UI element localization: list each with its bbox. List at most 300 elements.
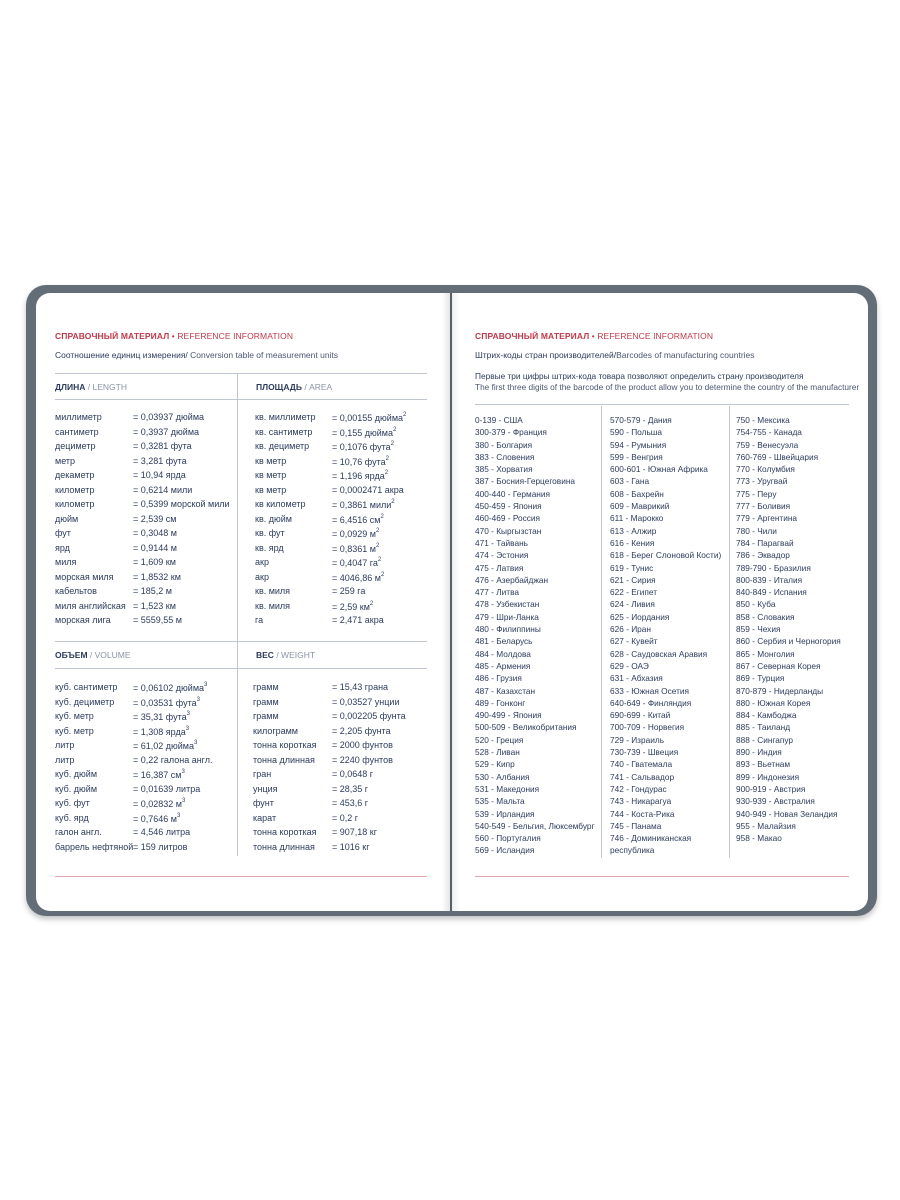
unit-value	[133, 842, 187, 852]
unit-name: миля английская	[55, 600, 126, 611]
barcode-entry: 800-839 - Италия	[736, 574, 803, 585]
unit-value-text: = 15,43 грана	[332, 682, 389, 692]
barcode-entry: 486 - Грузия	[475, 673, 522, 684]
unit-name: куб. дюйм	[55, 783, 98, 794]
unit-value	[332, 456, 389, 467]
barcode-entry: 631 - Абхазия	[610, 673, 663, 684]
unit-value-text: = 0,06102 дюйма	[133, 683, 205, 693]
barcode-entry: 600-601 - Южная Африка	[610, 464, 708, 475]
unit-name: грамм	[253, 682, 279, 692]
unit-exponent: 2	[375, 528, 380, 534]
barcode-entry: 387 - Босния-Герцеговина	[475, 476, 576, 487]
barcode-entry: 528 - Ливан	[475, 747, 520, 758]
unit-value	[133, 711, 190, 722]
barcode-entry: 625 - Иордания	[610, 611, 670, 622]
unit-name: кв. дюйм	[255, 513, 292, 524]
barcode-entry: 471 - Тайвань	[475, 537, 528, 548]
unit-value	[332, 572, 384, 583]
unit-value	[332, 798, 368, 808]
unit-value	[133, 798, 185, 809]
unit-value-text: = 1,196 ярда	[332, 471, 385, 481]
barcode-entry: 770 - Колумбия	[736, 464, 795, 475]
unit-value-text: = 35,31 фута	[133, 712, 187, 722]
unit-value	[133, 740, 197, 751]
unit-name: миллиметр	[55, 412, 102, 422]
unit-value	[133, 572, 181, 582]
barcode-entry: 470 - Кыргызстан	[475, 525, 542, 536]
unit-value-text: = 10,94 ярда	[133, 470, 186, 480]
unit-value-text: = 0,3937 дюйма	[133, 426, 200, 437]
barcode-entry: 613 - Алжир	[610, 525, 657, 536]
barcode-entry: 599 - Венгрия	[610, 451, 663, 462]
unit-value-text: = 0,4047 га	[332, 558, 378, 568]
left-page-header	[55, 331, 293, 341]
barcode-entry: 760-769 - Швейцария	[736, 451, 819, 462]
unit-value	[133, 485, 192, 495]
barcode-entry: 450-459 - Япония	[475, 501, 542, 512]
unit-name: кв. миля	[255, 586, 291, 596]
unit-name: дюйм	[55, 513, 79, 524]
unit-value-text: = 4046,86 м	[332, 572, 381, 583]
unit-value	[332, 427, 396, 438]
unit-name: куб. метр	[55, 725, 94, 736]
unit-exponent: 2	[390, 441, 394, 447]
unit-name: галон англ.	[55, 827, 102, 837]
unit-value-text: = 0,01639 литра	[133, 783, 201, 794]
barcode-entry: 531 - Македония	[475, 783, 540, 794]
barcode-entry: 743 - Никарагуа	[610, 796, 672, 807]
unit-exponent: 2	[384, 470, 389, 476]
barcode-entry: 633 - Южная Осетия	[610, 685, 690, 696]
unit-name: акр	[255, 571, 269, 582]
weight-section-title: ВЕС / WEIGHT	[256, 650, 316, 660]
barcode-entry: 608 - Бахрейн	[610, 488, 664, 499]
unit-exponent: 2	[391, 499, 395, 505]
unit-value	[332, 842, 370, 852]
unit-value-text: = 2,471 акра	[332, 615, 384, 625]
barcode-entry: 480 - Филиппины	[475, 624, 541, 635]
barcode-entry: 300-379 - Франция	[475, 427, 547, 438]
unit-value-text: = 16,387 см	[133, 770, 182, 780]
barcode-entry: 745 - Панама	[610, 820, 662, 831]
barcode-entry: 865 - Монголия	[736, 648, 795, 659]
barcode-entry: 869 - Турция	[736, 673, 785, 684]
barcode-entry: 380 - Болгария	[475, 439, 533, 450]
unit-value-text: = 1,609 км	[133, 557, 176, 567]
unit-value-text: = 259 га	[332, 586, 366, 596]
unit-value-text: = 0,8361 м	[332, 543, 376, 554]
barcode-entry: 476 - Азербайджан	[475, 574, 549, 585]
barcode-entry: 627 - Кувейт	[610, 636, 658, 647]
unit-name: баррель нефтяной	[55, 841, 134, 852]
unit-value	[133, 470, 186, 480]
unit-value-text: = 2,59 км	[332, 601, 370, 612]
barcode-entry: 479 - Шри-Ланка	[475, 611, 539, 622]
unit-value-text: = 0,22 галона англ.	[133, 754, 213, 765]
unit-exponent: 2	[393, 426, 397, 433]
unit-value-text: = 0,155 дюйма	[332, 427, 394, 438]
barcode-entry: республика	[610, 845, 655, 856]
unit-value	[133, 412, 204, 422]
unit-value	[332, 711, 406, 721]
unit-value-text: = 1,8532 км	[133, 571, 181, 582]
barcode-entry: 930-939 - Австралия	[736, 796, 815, 807]
header-dot: •	[171, 331, 175, 341]
unit-value-text: = 0,3281 фута	[133, 441, 192, 451]
barcode-entry: 955 - Малайзия	[736, 820, 796, 831]
barcode-entry: 890 - Индия	[736, 747, 782, 758]
barcode-entry: 628 - Саудовская Аравия	[610, 648, 708, 659]
barcode-entry: 621 - Сирия	[610, 574, 656, 585]
unit-value	[332, 601, 373, 612]
unit-value	[332, 586, 365, 596]
barcode-column-1	[475, 414, 595, 857]
barcode-entry: 840-849 - Испания	[736, 587, 807, 598]
barcode-entry: 775 - Перу	[736, 488, 777, 499]
barcode-entry: 754-755 - Канада	[736, 427, 802, 438]
unit-name: миля	[55, 557, 77, 567]
unit-name: литр	[55, 754, 75, 765]
barcode-entry: 487 - Казахстан	[475, 685, 536, 696]
unit-value	[332, 784, 368, 794]
unit-value-text: = 2000 фунтов	[332, 740, 393, 750]
unit-name: кабельтов	[55, 586, 97, 596]
barcode-entry: 741 - Сальвадор	[610, 771, 675, 782]
unit-value	[133, 601, 176, 611]
unit-value-text: = 185,2 м	[133, 586, 172, 596]
barcode-entry: 884 - Камбоджа	[736, 710, 797, 721]
barcode-entry: 520 - Греция	[475, 734, 524, 745]
unit-name: килограмм	[253, 725, 298, 736]
unit-value-text: = 1,523 км	[133, 600, 176, 611]
barcode-entry: 858 - Словакия	[736, 611, 795, 622]
barcode-entry: 870-879 - Нидерланды	[736, 685, 824, 696]
barcode-entry: 500-509 - Великобритания	[475, 722, 577, 733]
unit-name: кв. ярд	[255, 542, 284, 553]
unit-value-text: = 0,03937 дюйма	[133, 412, 205, 422]
barcode-entry: 535 - Мальта	[475, 796, 525, 807]
unit-name: гран	[253, 769, 272, 779]
left-footer-rule	[55, 876, 427, 877]
unit-exponent: 2	[380, 571, 385, 578]
unit-name: фут	[55, 528, 71, 538]
unit-value-text: = 907,18 кг	[332, 827, 378, 837]
barcode-entry: 539 - Ирландия	[475, 808, 535, 819]
barcode-entry: 744 - Коста-Рика	[610, 808, 675, 819]
barcode-entry: 888 - Сингапур	[736, 734, 794, 745]
unit-value-text: = 0,3048 м	[133, 528, 177, 538]
unit-name: кв километр	[255, 499, 306, 509]
barcode-entry: 618 - Берег Слоновой Кости)	[610, 550, 722, 561]
barcode-entry: 400-440 - Германия	[475, 488, 551, 499]
unit-value-text: = 0,03531 фута	[133, 697, 197, 708]
barcode-entry: 958 - Макао	[736, 833, 782, 844]
table-center-divider	[237, 374, 238, 856]
barcode-entry: 460-469 - Россия	[475, 513, 541, 524]
unit-value	[332, 726, 391, 736]
barcode-entry: 629 - ОАЭ	[610, 660, 649, 671]
unit-value-text: = 4,546 литра	[133, 827, 191, 837]
barcode-entry: 475 - Латвия	[475, 562, 524, 573]
header-en: REFERENCE INFORMATION	[177, 331, 294, 341]
unit-value-text: = 2,205 фунта	[332, 725, 391, 736]
barcode-entry: 609 - Маврикий	[610, 501, 670, 512]
unit-value	[332, 412, 406, 423]
unit-exponent: 2	[377, 557, 382, 563]
unit-name: кв. миллиметр	[255, 412, 316, 422]
barcode-entry: 740 - Гватемала	[610, 759, 673, 770]
right-page-subtitle	[475, 350, 755, 360]
barcode-entry: 385 - Хорватия	[475, 464, 533, 475]
barcode-entry: 530 - Албания	[475, 771, 530, 782]
unit-value-text: = 1,308 ярда	[133, 726, 186, 737]
unit-name: ярд	[55, 542, 70, 553]
barcode-entry: 603 - Гана	[610, 476, 650, 487]
subtitle-ru: Соотношение единиц измерения/	[55, 350, 188, 360]
barcode-entry: 729 - Израиль	[610, 734, 665, 745]
barcode-entry: 478 - Узбекистан	[475, 599, 540, 610]
unit-name: тонна короткая	[253, 827, 317, 837]
unit-value	[133, 615, 182, 625]
unit-name: кв метр	[255, 455, 287, 466]
barcode-entry: 594 - Румыния	[610, 439, 667, 450]
unit-exponent: 3	[194, 740, 198, 746]
unit-value	[133, 528, 177, 538]
unit-value	[133, 514, 176, 524]
barcode-intro-en: The first three digits of the barcode of the product allow you to determine the country of the manufacturer	[475, 382, 860, 392]
unit-value-text: = 159 литров	[133, 841, 188, 852]
barcode-entry: 611 - Марокко	[610, 513, 664, 524]
unit-value	[133, 697, 200, 708]
unit-value	[133, 456, 187, 466]
barcode-entry: 529 - Кипр	[475, 759, 515, 770]
barcode-entry: 489 - Гонконг	[475, 697, 526, 708]
barcode-top-rule	[475, 404, 849, 405]
barcode-entry: 885 - Таиланд	[736, 722, 791, 733]
unit-value	[133, 813, 180, 824]
unit-name: фунт	[253, 798, 274, 808]
length-section-title: ДЛИНА / LENGTH	[55, 382, 127, 392]
barcode-entry: 746 - Доминиканская	[610, 833, 692, 844]
unit-name: кв. дециметр	[255, 441, 310, 451]
volume-section-title: ОБЪЕМ / VOLUME	[55, 650, 131, 660]
barcode-entry: 779 - Аргентина	[736, 513, 798, 524]
unit-value-text: = 1016 кг	[332, 841, 370, 852]
barcode-entry: 750 - Мексика	[736, 415, 790, 425]
barcode-entry: 619 - Тунис	[610, 562, 654, 573]
unit-exponent: 2	[403, 412, 407, 418]
unit-value	[332, 769, 373, 779]
barcode-entry: 490-499 - Япония	[475, 710, 542, 721]
unit-value-text: = 0,6214 мили	[133, 484, 193, 495]
unit-name: дециметр	[55, 441, 96, 451]
unit-value	[332, 499, 395, 510]
right-page-header	[475, 331, 713, 341]
unit-value	[332, 441, 394, 452]
section-rule	[55, 668, 427, 669]
unit-value	[332, 470, 388, 481]
unit-value	[332, 557, 381, 568]
unit-name: грамм	[253, 696, 279, 707]
unit-value	[332, 543, 379, 554]
barcode-intro-ru: Первые три цифры штрих-кода товара позволяют определить страну производителя	[475, 371, 804, 381]
unit-value-text: = 2240 фунтов	[332, 754, 393, 765]
barcode-entry: 560 - Португалия	[475, 833, 541, 844]
unit-value-text: = 0,5399 морской мили	[133, 499, 230, 509]
unit-value-text: = 28,35 г	[332, 783, 369, 794]
barcode-entry: 784 - Парагвай	[736, 537, 794, 548]
barcode-entry: 569 - Исландия	[475, 845, 535, 856]
barcode-entry: 383 - Словения	[475, 451, 535, 462]
table-top-rule	[55, 373, 427, 374]
barcode-entry: 780 - Чили	[736, 525, 777, 536]
unit-value-text: = 0,1076 фута	[332, 442, 391, 452]
unit-exponent: 2	[380, 513, 384, 520]
unit-name: грамм	[253, 711, 279, 721]
barcode-entry: 616 - Кения	[610, 537, 655, 548]
header-en: REFERENCE INFORMATION	[597, 331, 714, 341]
unit-value-text: = 0,02832 м	[133, 799, 182, 809]
unit-name: морская лига	[55, 615, 111, 625]
unit-name: морская миля	[55, 571, 114, 582]
unit-name: кв метр	[255, 484, 287, 495]
barcode-entry: 730-739 - Швеция	[610, 747, 679, 758]
barcode-entry: 742 - Гондурас	[610, 783, 667, 794]
unit-name: литр	[55, 740, 75, 750]
unit-value	[133, 499, 230, 509]
unit-value-text: = 0,0929 м	[332, 529, 376, 539]
barcode-entry: 477 - Литва	[475, 587, 520, 598]
section-rule	[55, 399, 427, 400]
barcode-col-divider	[729, 406, 730, 858]
unit-name: куб. фут	[55, 798, 90, 808]
unit-name: куб. дециметр	[55, 696, 115, 707]
unit-value-text: = 0,0002471 акра	[332, 484, 404, 495]
unit-exponent: 3	[176, 812, 181, 819]
barcode-entry: 626 - Иран	[610, 624, 651, 635]
unit-value-text: = 0,002205 фунта	[332, 711, 406, 721]
barcode-entry: 484 - Молдова	[475, 648, 531, 659]
barcode-column-2	[610, 414, 721, 857]
unit-name: акр	[255, 557, 269, 567]
unit-value-text: = 0,0648 г	[332, 769, 374, 779]
unit-name: кв. фут	[255, 528, 285, 538]
barcode-entry: 624 - Ливия	[610, 599, 655, 610]
unit-value	[332, 697, 399, 707]
unit-name: куб. метр	[55, 711, 94, 721]
unit-value-text: = 0,00155 дюйма	[332, 413, 404, 423]
right-footer-rule	[475, 876, 849, 877]
unit-value	[332, 682, 388, 692]
unit-name: унция	[253, 783, 278, 794]
unit-name: куб. дюйм	[55, 769, 98, 779]
unit-exponent: 2	[369, 600, 374, 607]
unit-value	[332, 528, 379, 539]
barcode-entry: 860 - Сербия и Черногория	[736, 636, 841, 647]
unit-value-text: = 0,03527 унции	[332, 696, 400, 707]
page-gutter	[442, 293, 460, 911]
unit-value	[133, 586, 172, 596]
unit-name: тонна длинная	[253, 841, 315, 852]
unit-value	[332, 740, 393, 750]
unit-value-text: = 5559,55 м	[133, 615, 182, 625]
subtitle-en: Conversion table of measurement units	[187, 350, 339, 360]
unit-value-text: = 2,539 см	[133, 513, 177, 524]
barcode-entry: 859 - Чехия	[736, 624, 781, 635]
unit-value	[133, 543, 177, 553]
unit-name: декаметр	[55, 470, 95, 480]
unit-value	[133, 769, 185, 780]
barcode-entry: 570-579 - Дания	[610, 415, 672, 425]
barcode-entry: 867 - Северная Корея	[736, 660, 821, 671]
unit-value	[133, 441, 192, 451]
unit-value	[133, 827, 190, 837]
left-page-subtitle	[55, 350, 338, 360]
unit-value	[133, 682, 207, 693]
unit-exponent: 3	[186, 711, 190, 717]
unit-value-text: = 10,76 фута	[332, 456, 386, 467]
barcode-entry: 789-790 - Бразилия	[736, 562, 811, 573]
barcode-entry: 700-709 - Норвегия	[610, 722, 685, 733]
unit-name: километр	[55, 484, 95, 495]
barcode-entry: 880 - Южная Корея	[736, 697, 811, 708]
unit-value	[332, 615, 384, 625]
unit-value	[332, 485, 404, 495]
barcode-entry: 590 - Польша	[610, 427, 663, 438]
barcode-entry: 481 - Беларусь	[475, 636, 533, 647]
unit-name: километр	[55, 499, 95, 509]
barcode-entry: 0-139 - США	[475, 415, 523, 425]
barcode-entry: 540-549 - Бельгия, Люксембург	[475, 820, 595, 831]
unit-value	[332, 514, 384, 525]
unit-name: метр	[55, 455, 76, 466]
barcode-col-divider	[601, 406, 602, 858]
unit-name: кв. сантиметр	[255, 426, 313, 437]
unit-exponent: 3	[204, 682, 208, 688]
barcode-entry: 690-699 - Китай	[610, 710, 671, 721]
unit-name: тонна длинная	[253, 754, 315, 765]
barcode-entry: 640-649 - Финляндия	[610, 697, 692, 708]
subtitle-en: Barcodes of manufacturing countries	[616, 350, 755, 360]
barcode-entry: 899 - Индонезия	[736, 771, 800, 782]
barcode-entry: 485 - Армения	[475, 660, 531, 671]
unit-exponent: 3	[196, 696, 200, 703]
unit-exponent: 3	[181, 798, 186, 804]
unit-name: га	[255, 615, 264, 625]
unit-exponent: 3	[185, 725, 190, 732]
unit-value-text: = 0,2 г	[332, 812, 359, 823]
unit-value-text: = 0,7646 м	[133, 813, 177, 824]
unit-value-text: = 0,9144 м	[133, 542, 177, 553]
barcode-entry: 622 - Египет	[610, 587, 658, 598]
unit-name: куб. сантиметр	[55, 682, 118, 692]
header-dot: •	[591, 331, 595, 341]
unit-value	[133, 427, 199, 437]
subtitle-ru: Штрих-коды стран производителей/	[475, 350, 617, 360]
barcode-entry: 940-949 - Новая Зеландия	[736, 808, 838, 819]
barcode-entry: 893 - Вьетнам	[736, 759, 791, 770]
area-section-title: ПЛОЩАДЬ / AREA	[256, 382, 333, 392]
header-ru: СПРАВОЧНЫЙ МАТЕРИАЛ	[55, 331, 170, 341]
unit-value	[133, 755, 213, 765]
unit-exponent: 2	[385, 455, 389, 462]
unit-value	[133, 726, 189, 737]
unit-name: куб. ярд	[55, 812, 89, 823]
unit-value	[133, 784, 200, 794]
unit-value	[332, 813, 358, 823]
barcode-entry: 900-919 - Австрия	[736, 783, 806, 794]
unit-name: карат	[253, 812, 277, 823]
